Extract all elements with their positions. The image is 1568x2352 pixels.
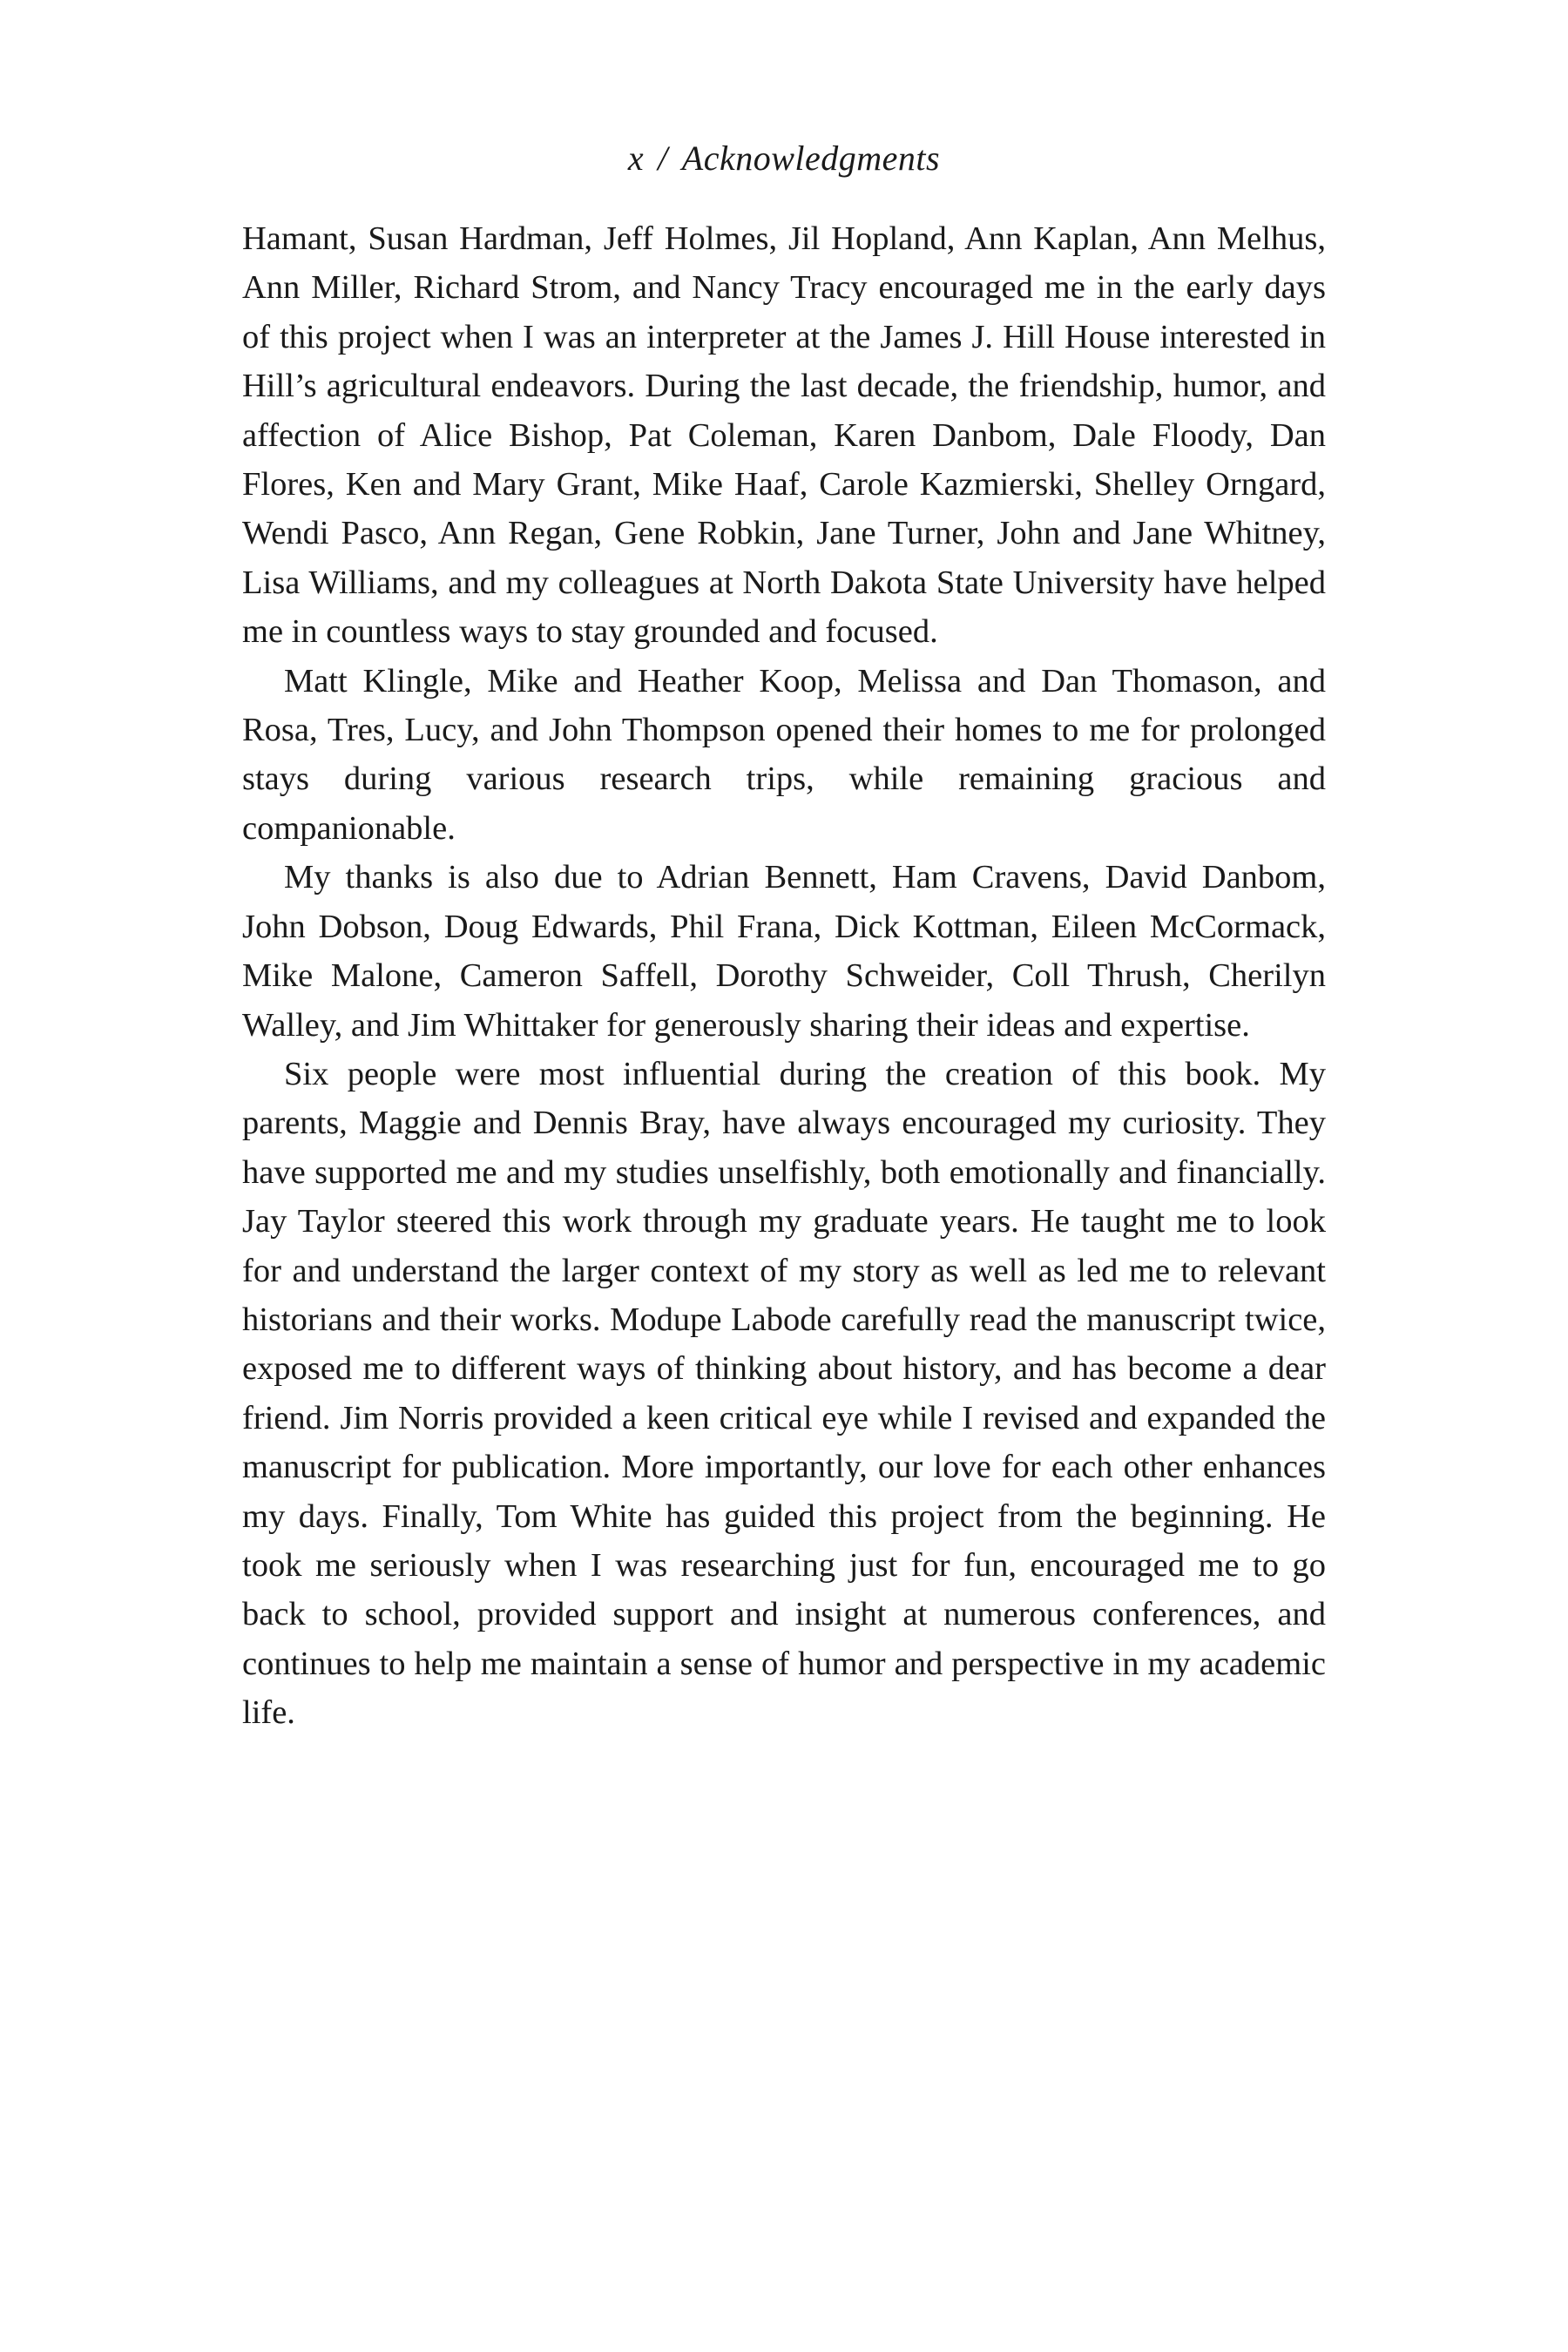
paragraph: My thanks is also due to Adrian Bennett, Ham Cravens, David Danbom, John Dobson, Doug Edwards, Phil Frana, Dick Kottman, Eileen McCormack, Mike Malone, Cameron Saffell, Dorothy Schweider, Coll Thrush, Cherilyn Walley, and Jim Whittaker for generously sharing their ideas and expertise. <box>242 859 1326 1044</box>
running-head <box>0 138 1568 179</box>
paragraph: Matt Klingle, Mike and Heather Koop, Melissa and Dan Thomason, and Rosa, Tres, Lucy, and John Thompson opened their homes to me for prolonged stays during various research trips, while remaining gracious and companionable. <box>242 662 1326 847</box>
paragraph-continued: Hamant, Susan Hardman, Jeff Holmes, Jil Hopland, Ann Kaplan, Ann Melhus, Ann Miller, Richard Strom, and Nancy Tracy encouraged me in the early days of this project when I was an interpreter at the James J. Hill House interested in Hill’s agricultural endeavors. During the last decade, the friendship, humor, and affection of Alice Bishop, Pat Coleman, Karen Danbom, Dale Floody, Dan Flores, Ken and Mary Grant, Mike Haaf, Carole Kazmierski, Shelley Orngard, Wendi Pasco, Ann Regan, Gene Robkin, Jane Turner, John and Jane Whitney, Lisa Williams, and my colleagues at North Dakota State University have helped me in countless ways to stay grounded and focused. <box>242 220 1326 651</box>
body-text <box>242 214 1326 1738</box>
page-folio: x <box>627 139 645 178</box>
paragraph: Six people were most influential during the creation of this book. My parents, Maggie and Dennis Bray, have always encouraged my curiosity. They have supported me and my studies unselfishly, both emotionally and financially. Jay Taylor steered this work through my graduate years. He taught me to look for and understand the larger context of my story as well as led me to relevant historians and their works. Modupe Labode carefully read the manuscript twice, exposed me to different ways of thinking about history, and has become a dear friend. Jim Norris provided a keen critical eye while I revised and expanded the manuscript for publication. More importantly, our love for each other enhances my days. Finally, Tom White has guided this project from the beginning. He took me seriously when I was researching just for fun, encouraged me to go back to school, provided support and insight at numerous conferences, and continues to help me maintain a sense of humor and perspective in my academic life. <box>242 1055 1326 1732</box>
running-head-separator: / <box>658 139 668 178</box>
running-head-title: Acknowledgments <box>681 139 941 178</box>
